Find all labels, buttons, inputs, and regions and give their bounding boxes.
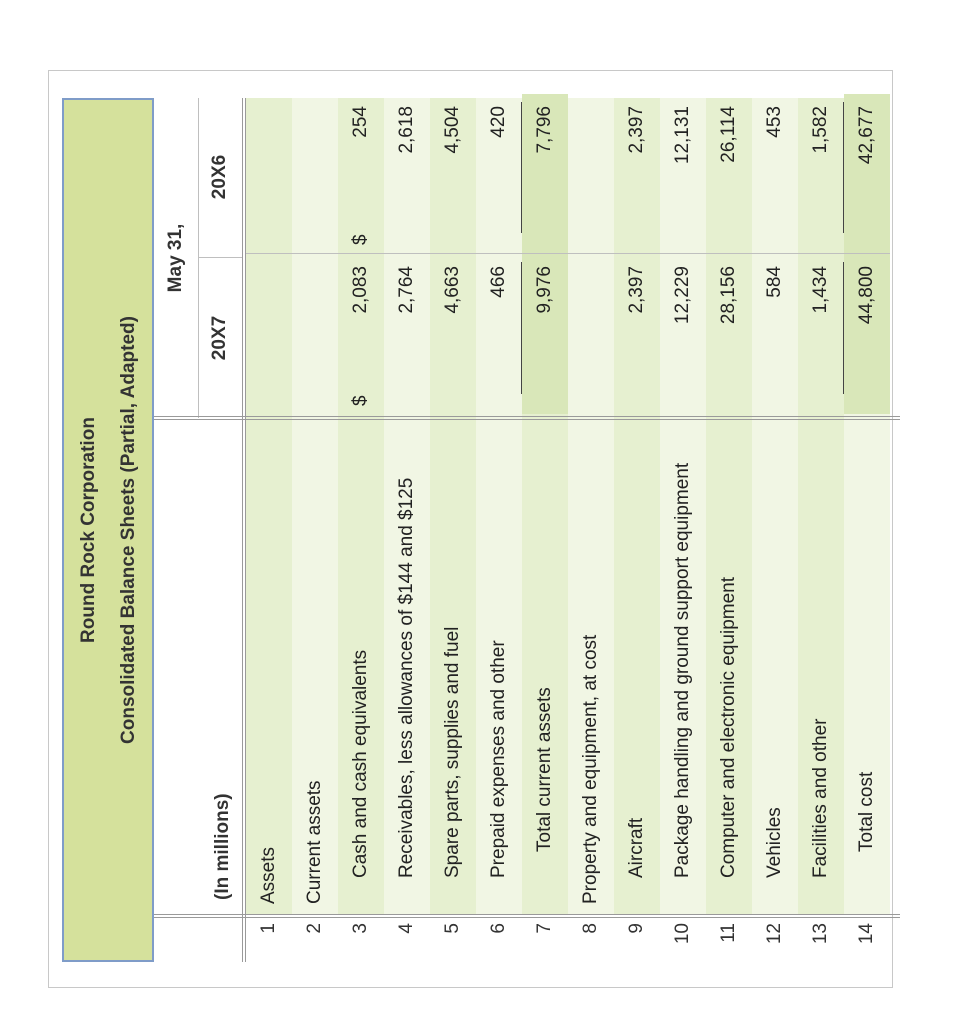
row-number: 11 [706,914,752,962]
row-number: 7 [522,914,568,962]
amount: 7,796 [534,106,555,154]
table-row [706,98,752,962]
value-20x6 [660,94,706,254]
value-20x7 [752,254,798,414]
value-20x7 [246,254,292,414]
amount: 4,504 [442,106,463,154]
row-number: 3 [338,914,384,962]
value-20x6 [568,94,614,254]
table-row [568,98,614,962]
row-number: 13 [798,914,844,962]
row-number: 9 [614,914,660,962]
label-divider [154,416,900,420]
row-label: Package handling and ground support equipment [672,462,693,878]
amount: 2,397 [626,266,647,314]
value-20x6 [384,94,430,254]
amount: 26,114 [718,106,739,163]
amount: 466 [488,266,509,298]
company-title: Round Rock Corporation [78,417,99,643]
value-20x6 [614,94,660,254]
row-label: Vehicles [764,807,785,878]
value-20x7 [292,254,338,414]
title-band [62,98,154,962]
row-number: 5 [430,914,476,962]
value-20x7 [798,254,844,414]
row-number: 14 [844,914,890,962]
value-20x6 [476,94,522,254]
row-label: Prepaid expenses and other [488,640,509,878]
value-20x6 [844,94,890,254]
amount: 584 [764,266,785,298]
table-row [430,98,476,962]
table-row [614,98,660,962]
value-20x6 [798,94,844,254]
row-label: Property and equipment, at cost [580,634,601,904]
amount: 12,131 [672,106,693,165]
value-20x6 [246,94,292,254]
row-number: 6 [476,914,522,962]
row-label: Assets [258,846,279,904]
value-20x6 [706,94,752,254]
row-number: 8 [568,914,614,962]
dollar-sign: $ [350,234,371,245]
amount: 28,156 [718,266,739,325]
dollar-sign: $ [350,395,371,406]
row-label: Total cost [856,771,877,852]
value-20x6 [522,94,568,254]
table-body [246,98,890,962]
amount: 42,677 [856,106,877,165]
value-20x7 [660,254,706,414]
amount: 453 [764,106,785,138]
table-row [752,98,798,962]
value-20x7 [844,254,890,414]
value-20x7 [430,254,476,414]
value-20x7 [476,254,522,414]
amount: 420 [488,106,509,138]
row-label: Total current assets [534,687,555,852]
amount: 12,229 [672,266,693,325]
table-row [476,98,522,962]
amount: 9,976 [534,266,555,314]
units-header [154,418,242,914]
row-number: 10 [660,914,706,962]
table-row [246,98,292,962]
row-label: Spare parts, supplies and fuel [442,626,463,878]
value-20x7 [522,254,568,414]
amount: 2,083 [350,266,371,314]
row-label: Cash and cash equivalents [350,649,371,878]
rownum-divider [154,914,900,918]
period-header: May 31, [154,98,199,418]
units-label: (In millions) [212,793,233,900]
value-20x7 [338,254,384,414]
row-label: Computer and electronic equipment [718,576,739,878]
table-row [844,98,890,962]
value-20x6 [430,94,476,254]
value-20x6 [292,94,338,254]
row-number: 12 [752,914,798,962]
amount: 1,434 [810,266,831,314]
statement-subtitle: Consolidated Balance Sheets (Partial, Adapted) [118,316,139,744]
value-20x7 [568,254,614,414]
row-number: 4 [384,914,430,962]
amount: 1,582 [810,106,831,154]
value-20x6 [752,94,798,254]
row-number: 1 [246,914,292,962]
amount: 44,800 [856,266,877,325]
amount: 2,618 [396,106,417,154]
row-label: Facilities and other [810,718,831,878]
value-20x7 [706,254,752,414]
table-row [384,98,430,962]
value-20x7 [384,254,430,414]
amount: 4,663 [442,266,463,314]
value-20x7 [614,254,660,414]
amount: 254 [350,106,371,138]
table-row [338,98,384,962]
table-row [522,98,568,962]
value-20x6 [338,94,384,254]
column-header-20x6: 20X6 [198,97,242,258]
table-row [292,98,338,962]
amount: 2,397 [626,106,647,154]
column-header-20x7: 20X7 [209,315,230,361]
amount: 2,764 [396,266,417,314]
balance-sheet-table [62,98,900,962]
row-label: Aircraft [626,817,647,878]
table-row [798,98,844,962]
row-number: 2 [292,914,338,962]
table-row [660,98,706,962]
row-label: Current assets [304,780,325,904]
row-label: Receivables, less allowances of $144 and $125 [396,477,417,878]
